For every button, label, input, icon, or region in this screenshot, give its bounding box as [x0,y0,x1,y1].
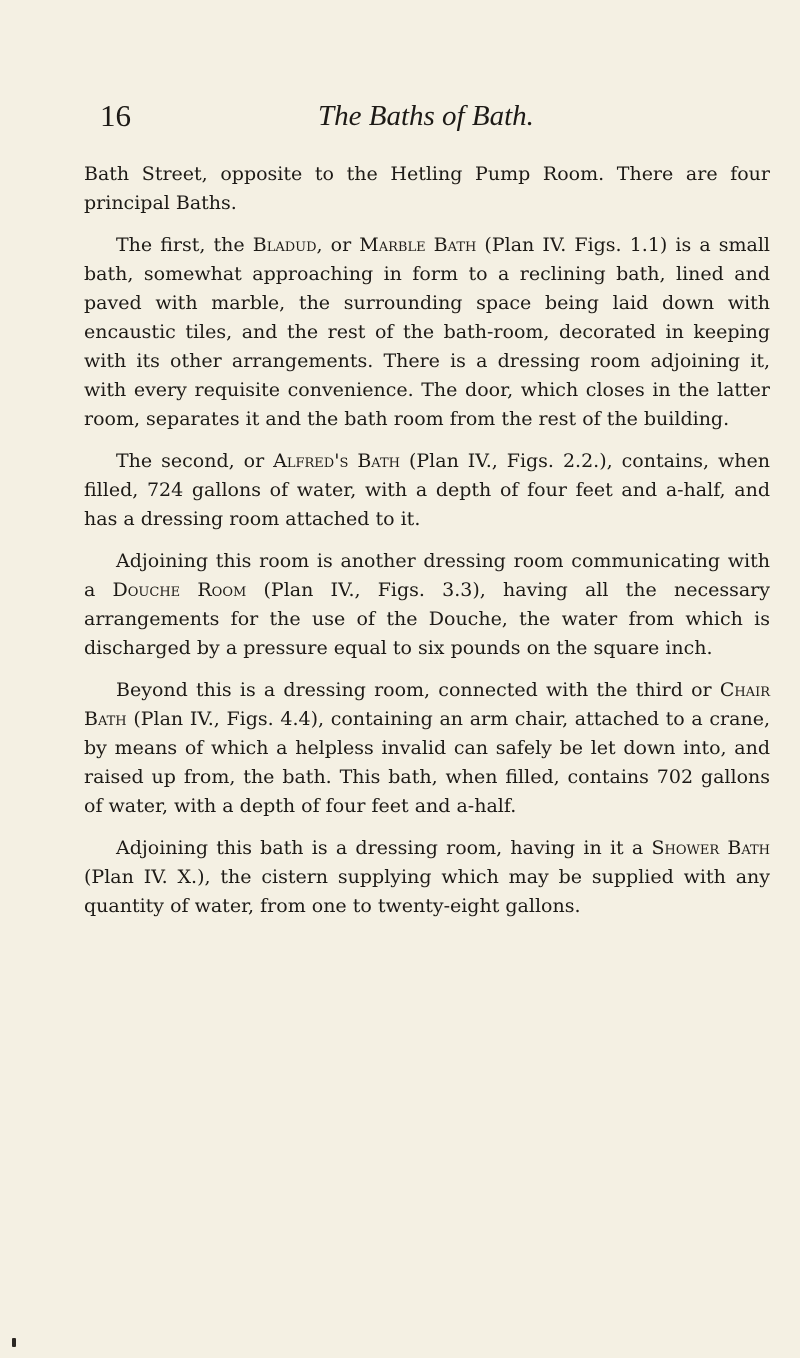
bath-name-alfred: Alfred's Bath [273,450,400,472]
paragraph-lead: Adjoining this room is another dressing room communicating with a [84,550,770,601]
paragraph-rest: (Plan IV. Figs. 1.1) is a small bath, somewhat approaching in form to a reclining bath, lined and paved with marble, the surrounding space being laid down with encaustic tiles, and the rest of the bath-room, decorated in keeping with its other arrangements. There is a dressing room adjoining it, with every requisite convenience. The door, which closes in the latter room, separates it and the bath room from the rest of the building. [84,234,770,430]
paragraph-rest: (Plan IV., Figs. 2.2.), contains, when filled, 724 gallons of water, with a depth of four feet and a-half, and has a dressing room attached to it. [84,450,770,530]
room-name-douche: Douche Room [112,579,247,601]
paragraph-shower-bath [84,834,770,921]
paragraph-lead: Adjoining this bath is a dressing room, having in it a [116,837,652,859]
bath-name-marble: Marble Bath [359,234,477,256]
paragraph-lead: The second, or [116,450,274,472]
running-title: The Baths of Bath. [318,100,534,132]
bath-name-chair: Chair Bath [84,679,770,730]
paragraph-rest: (Plan IV., Figs. 3.3), having all the necessary arrangements for the use of the Douche, the water from which is discharged by a pressure equal to six pounds on the square inch. [84,579,770,659]
paragraph-rest: (Plan IV. X.), the cistern supplying which may be supplied with any quantity of water, from one to twenty-eight gallons. [84,866,770,917]
bath-name-bladud: Bladud [252,234,317,256]
ink-speck [12,1338,16,1347]
paragraph-douche-room [84,547,770,663]
paragraph-intro [84,160,770,218]
paragraph-chair-bath [84,676,770,821]
paragraph-mid: , or [316,234,360,256]
paragraph-lead: Beyond this is a dressing room, connected with the third or [116,679,720,701]
paragraph-bladud-bath [84,231,770,434]
page-number: 16 [100,98,131,133]
paragraph-alfreds-bath [84,447,770,534]
paragraph-text: Bath Street, opposite to the Hetling Pump Room. There are four principal Baths. [84,163,770,214]
page-header [0,98,800,148]
paragraph-lead: The first, the [116,234,253,256]
body-text [84,160,770,921]
paragraph-rest: (Plan IV., Figs. 4.4), containing an arm chair, attached to a crane, by means of which a helpless invalid can safely be let down into, and raised up from, the bath. This bath, when filled, contains 702 gallons of water, with a depth of four feet and a-half. [84,708,770,817]
bath-name-shower: Shower Bath [651,837,771,859]
